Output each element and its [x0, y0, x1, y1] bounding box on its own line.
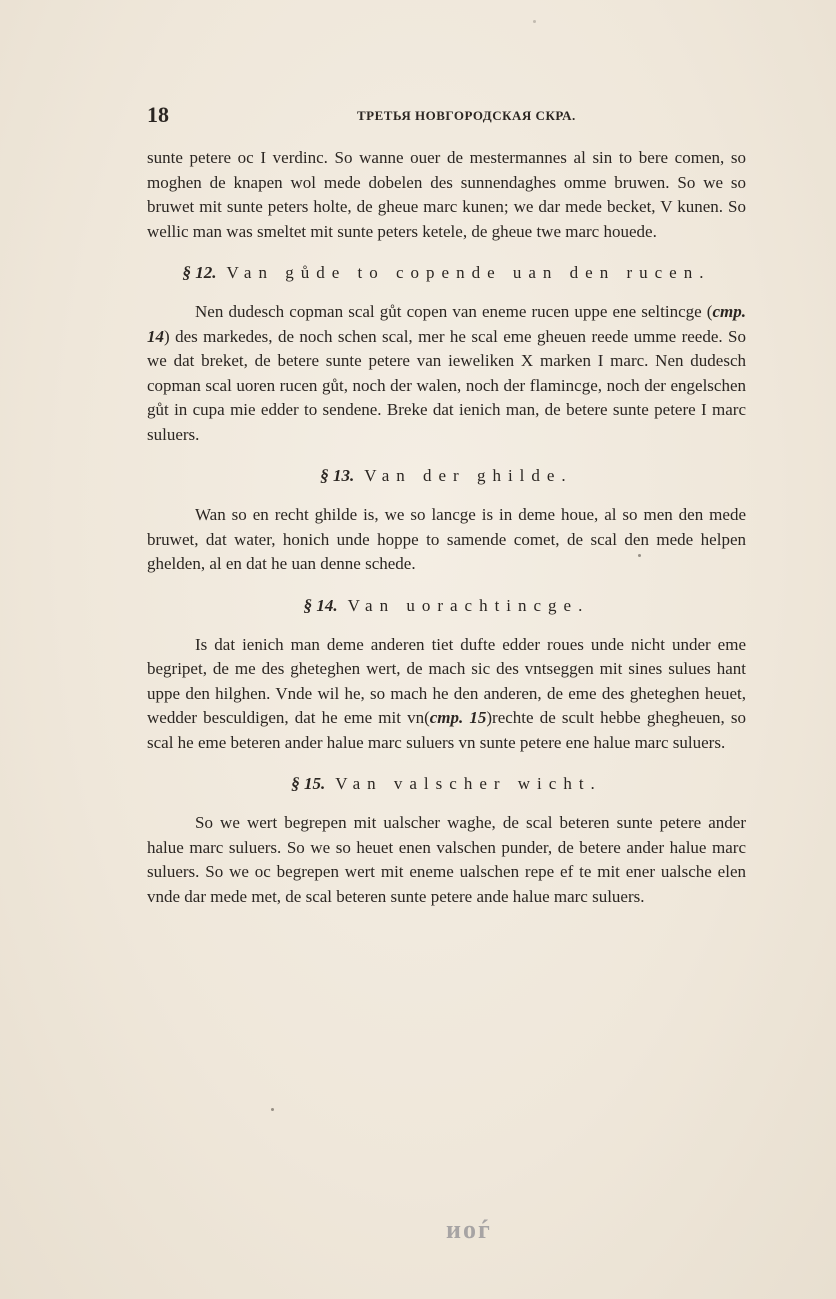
paragraph-2-text-b: ) des markedes, de noch schen scal, mer he scal eme gheuen reede umme reede. So we dat breket, de betere sunte petere van ieweliken X marken I marc. Nen dudesch copman scal uoren rucen gůt, noch der walen, noch der flamincge, noch der engelschen gůt in cupa mie edder to sendene. Breke dat ienich man, de betere sunte petere I marc suluers. [147, 326, 746, 444]
paragraph-4-text-a: Is dat ienich man deme anderen tiet dufte edder roues unde nicht under eme begripet, de me des gheteghen wert, de mach sic des vntseggen mit sines sulues hant uppe den hilghen. Vnde wil he, so mach he den anderen, de eme des gheteghen heuet, wedder besculdigen, dat he eme mit vn( [147, 634, 746, 727]
section-14-heading [147, 594, 746, 618]
ink-speck [638, 554, 641, 557]
section-13-number: § 13. [320, 466, 355, 485]
ink-speck [271, 1108, 274, 1111]
paragraph-1: sunte petere oc I verdinc. So wanne ouer de mestermannes al sin to bere comen, so moghen de knapen wol mede dobelen des sunnendaghes omme bruwen. So we so bruwet mit sunte peters holte, de gheue marc kunen; we dar mede becket, V kunen. So wellic man was smeltet mit sunte peters ketele, de gheue twe marc houede. [147, 148, 746, 241]
running-head: ТРЕТЬЯ НОВГОРОДСКАЯ СКРА. [357, 108, 576, 123]
page-header [147, 102, 747, 130]
ink-speck [533, 20, 536, 23]
section-15-title: Van valscher wicht. [335, 774, 602, 793]
paragraph-2 [147, 300, 746, 447]
library-stamp: иоѓ [446, 1215, 492, 1244]
section-12-heading [147, 261, 746, 285]
section-15-heading [147, 772, 746, 796]
section-14-number: § 14. [303, 595, 338, 615]
paragraph-5: So we wert begrepen mit ualscher waghe, de scal beteren sunte petere ander halue marc suluers. So we so heuet enen valschen punder, de betere ander halue marc suluers. So we oc begrepen wert mit eneme ualschen repe ef te mit ener ualsche elen vnde dar mede met, de scal beteren sunte petere ande halue marc suluers. [147, 813, 746, 906]
section-13-heading [147, 464, 746, 488]
section-14-title: Van uorachtincge. [347, 595, 590, 615]
paragraph-3: Wan so en recht ghilde is, we so lancge is in deme houe, al so men den mede bruwet, dat water, honich unde hoppe to samende comet, de scal den mede helpen ghelden, al en dat he uan denne schede. [147, 505, 746, 573]
section-12-number: § 12. [182, 263, 217, 282]
paragraph-4 [147, 633, 746, 756]
paragraph-4-text-b: )rechte de scult hebbe ghegheuen, so scal he eme beteren ander halue marc suluers vn sunte petere ene halue marc suluers. [147, 708, 746, 752]
paragraph-2-text-a: Nen dudesch copman scal gůt copen van eneme rucen uppe ene seltincge ( [195, 302, 713, 321]
section-13-title: Van der ghilde. [364, 466, 573, 485]
cross-reference-15: cmp. 15 [429, 708, 487, 727]
body-text [147, 146, 746, 909]
cross-reference-14: cmp. 14 [147, 302, 746, 346]
section-15-number: § 15. [291, 774, 326, 793]
page-number: 18 [147, 102, 169, 127]
section-12-title: Van gůde to copende uan den rucen. [226, 263, 711, 282]
